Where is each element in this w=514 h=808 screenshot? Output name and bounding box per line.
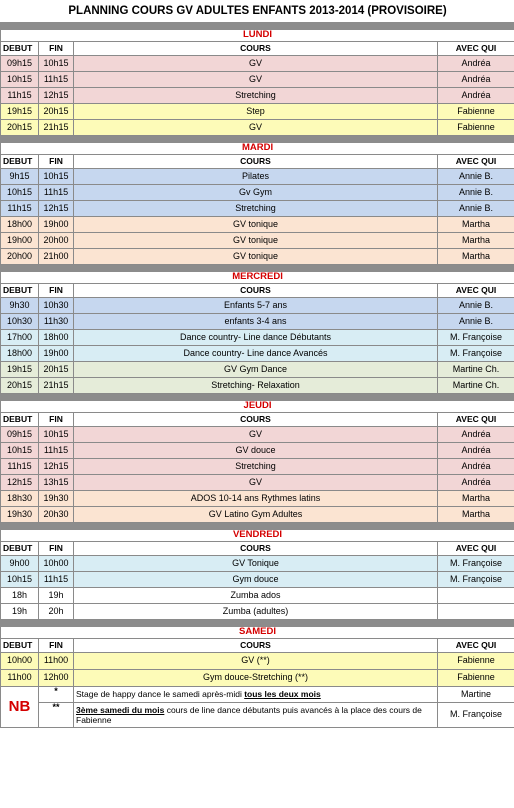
header-fin: FIN bbox=[39, 542, 74, 556]
header-avec-qui: AVEC QUI bbox=[438, 155, 514, 169]
separator-bar bbox=[1, 265, 514, 272]
instructor: Fabienne bbox=[438, 104, 514, 120]
start-time: 12h15 bbox=[1, 475, 39, 491]
header-debut: DEBUT bbox=[1, 155, 39, 169]
end-time: 20h00 bbox=[39, 233, 74, 249]
note-row bbox=[1, 703, 514, 728]
table-row bbox=[1, 604, 514, 620]
header-fin: FIN bbox=[39, 413, 74, 427]
day-title-mercredi: MERCREDI bbox=[1, 272, 514, 284]
start-time: 19h00 bbox=[1, 233, 39, 249]
instructor: Annie B. bbox=[438, 314, 514, 330]
separator-bar bbox=[1, 23, 514, 30]
day-row-jeudi bbox=[1, 401, 514, 413]
day-row-mercredi bbox=[1, 272, 514, 284]
start-time: 18h bbox=[1, 588, 39, 604]
end-time: 20h15 bbox=[39, 362, 74, 378]
table-row bbox=[1, 556, 514, 572]
start-time: 11h15 bbox=[1, 88, 39, 104]
table-row bbox=[1, 475, 514, 491]
course-name: GV bbox=[74, 427, 438, 443]
table-row bbox=[1, 653, 514, 670]
course-name: Step bbox=[74, 104, 438, 120]
course-name: Stretching bbox=[74, 88, 438, 104]
table-row bbox=[1, 201, 514, 217]
header-cours: COURS bbox=[74, 542, 438, 556]
end-time: 21h15 bbox=[39, 120, 74, 136]
header-row bbox=[1, 542, 514, 556]
end-time: 10h00 bbox=[39, 556, 74, 572]
start-time: 18h30 bbox=[1, 491, 39, 507]
table-row bbox=[1, 443, 514, 459]
table-row bbox=[1, 88, 514, 104]
table-row bbox=[1, 298, 514, 314]
start-time: 18h00 bbox=[1, 217, 39, 233]
header-debut: DEBUT bbox=[1, 42, 39, 56]
header-cours: COURS bbox=[74, 639, 438, 653]
header-cours: COURS bbox=[74, 155, 438, 169]
start-time: 09h15 bbox=[1, 56, 39, 72]
course-name: Stretching- Relaxation bbox=[74, 378, 438, 394]
table-row bbox=[1, 378, 514, 394]
note-text bbox=[74, 703, 438, 728]
instructor: Fabienne bbox=[438, 653, 514, 670]
start-time: 10h15 bbox=[1, 572, 39, 588]
section-separator bbox=[1, 394, 514, 401]
start-time: 11h15 bbox=[1, 201, 39, 217]
table-row bbox=[1, 330, 514, 346]
header-row bbox=[1, 413, 514, 427]
table-row bbox=[1, 120, 514, 136]
header-fin: FIN bbox=[39, 639, 74, 653]
start-time: 11h15 bbox=[1, 459, 39, 475]
section-separator bbox=[1, 523, 514, 530]
section-separator bbox=[1, 265, 514, 272]
start-time: 10h15 bbox=[1, 72, 39, 88]
day-title-mardi: MARDI bbox=[1, 143, 514, 155]
instructor: Andréa bbox=[438, 88, 514, 104]
end-time: 12h15 bbox=[39, 88, 74, 104]
start-time: 09h15 bbox=[1, 427, 39, 443]
course-name: GV (**) bbox=[74, 653, 438, 670]
header-avec-qui: AVEC QUI bbox=[438, 42, 514, 56]
instructor: M. Françoise bbox=[438, 346, 514, 362]
header-avec-qui: AVEC QUI bbox=[438, 542, 514, 556]
start-time: 10h30 bbox=[1, 314, 39, 330]
instructor: Martha bbox=[438, 507, 514, 523]
course-name: Dance country- Line dance Débutants bbox=[74, 330, 438, 346]
instructor: Andréa bbox=[438, 459, 514, 475]
start-time: 11h00 bbox=[1, 670, 39, 687]
note-row bbox=[1, 687, 514, 703]
header-row bbox=[1, 639, 514, 653]
header-cours: COURS bbox=[74, 284, 438, 298]
end-time: 19h00 bbox=[39, 217, 74, 233]
end-time: 10h30 bbox=[39, 298, 74, 314]
end-time: 12h15 bbox=[39, 459, 74, 475]
instructor: Martha bbox=[438, 249, 514, 265]
course-name: Stretching bbox=[74, 201, 438, 217]
end-time: 11h15 bbox=[39, 185, 74, 201]
separator-bar bbox=[1, 394, 514, 401]
end-time: 12h15 bbox=[39, 201, 74, 217]
note-instructor: Martine bbox=[438, 687, 514, 703]
course-name: Pilates bbox=[74, 169, 438, 185]
instructor: Andréa bbox=[438, 72, 514, 88]
table-row bbox=[1, 427, 514, 443]
day-row-samedi bbox=[1, 627, 514, 639]
start-time: 17h00 bbox=[1, 330, 39, 346]
end-time: 19h30 bbox=[39, 491, 74, 507]
end-time: 18h00 bbox=[39, 330, 74, 346]
table-row bbox=[1, 346, 514, 362]
start-time: 9h00 bbox=[1, 556, 39, 572]
end-time: 20h15 bbox=[39, 104, 74, 120]
end-time: 13h15 bbox=[39, 475, 74, 491]
start-time: 10h15 bbox=[1, 443, 39, 459]
instructor: M. Françoise bbox=[438, 556, 514, 572]
course-name: GV tonique bbox=[74, 217, 438, 233]
instructor: Andréa bbox=[438, 443, 514, 459]
course-name: GV tonique bbox=[74, 233, 438, 249]
end-time: 11h30 bbox=[39, 314, 74, 330]
end-time: 10h15 bbox=[39, 169, 74, 185]
course-name: ADOS 10-14 ans Rythmes latins bbox=[74, 491, 438, 507]
instructor: Annie B. bbox=[438, 169, 514, 185]
table-row bbox=[1, 588, 514, 604]
header-fin: FIN bbox=[39, 284, 74, 298]
course-name: Dance country- Line dance Avancés bbox=[74, 346, 438, 362]
table-row bbox=[1, 169, 514, 185]
header-debut: DEBUT bbox=[1, 639, 39, 653]
instructor: Martine Ch. bbox=[438, 378, 514, 394]
end-time: 10h15 bbox=[39, 427, 74, 443]
day-title-lundi: LUNDI bbox=[1, 30, 514, 42]
day-row-lundi bbox=[1, 30, 514, 42]
end-time: 11h15 bbox=[39, 443, 74, 459]
day-row-vendredi bbox=[1, 530, 514, 542]
course-name: Gym douce bbox=[74, 572, 438, 588]
note-text-start: Stage de happy dance le samedi après-midi bbox=[76, 689, 245, 700]
header-fin: FIN bbox=[39, 155, 74, 169]
header-cours: COURS bbox=[74, 413, 438, 427]
start-time: 19h30 bbox=[1, 507, 39, 523]
day-title-samedi: SAMEDI bbox=[1, 627, 514, 639]
start-time: 20h15 bbox=[1, 378, 39, 394]
start-time: 20h15 bbox=[1, 120, 39, 136]
header-row bbox=[1, 155, 514, 169]
section-separator bbox=[1, 23, 514, 30]
start-time: 10h15 bbox=[1, 185, 39, 201]
header-avec-qui: AVEC QUI bbox=[438, 284, 514, 298]
course-name: GV Tonique bbox=[74, 556, 438, 572]
instructor: Annie B. bbox=[438, 298, 514, 314]
instructor: Martha bbox=[438, 233, 514, 249]
table-row bbox=[1, 459, 514, 475]
table-row bbox=[1, 572, 514, 588]
end-time: 11h00 bbox=[39, 653, 74, 670]
course-name: GV bbox=[74, 475, 438, 491]
end-time: 19h00 bbox=[39, 346, 74, 362]
instructor: M. Françoise bbox=[438, 572, 514, 588]
start-time: 19h15 bbox=[1, 104, 39, 120]
course-name: Gv Gym bbox=[74, 185, 438, 201]
start-time: 9h15 bbox=[1, 169, 39, 185]
header-row bbox=[1, 284, 514, 298]
table-row bbox=[1, 104, 514, 120]
course-name: GV bbox=[74, 56, 438, 72]
end-time: 21h00 bbox=[39, 249, 74, 265]
note-text-end: cours de line dance débutants puis avancés à la place des cours de Fabienne bbox=[76, 704, 422, 725]
instructor: Andréa bbox=[438, 475, 514, 491]
note-text-emphasis: 3ème samedi du mois bbox=[76, 704, 165, 715]
start-time: 19h15 bbox=[1, 362, 39, 378]
table-row bbox=[1, 217, 514, 233]
header-row bbox=[1, 42, 514, 56]
separator-bar bbox=[1, 620, 514, 627]
table-row bbox=[1, 233, 514, 249]
end-time: 11h15 bbox=[39, 572, 74, 588]
instructor: Annie B. bbox=[438, 201, 514, 217]
start-time: 10h00 bbox=[1, 653, 39, 670]
header-avec-qui: AVEC QUI bbox=[438, 413, 514, 427]
end-time: 20h30 bbox=[39, 507, 74, 523]
separator-bar bbox=[1, 523, 514, 530]
day-title-vendredi: VENDREDI bbox=[1, 530, 514, 542]
table-row bbox=[1, 249, 514, 265]
section-separator bbox=[1, 136, 514, 143]
end-time: 10h15 bbox=[39, 56, 74, 72]
table-row bbox=[1, 491, 514, 507]
table-row bbox=[1, 670, 514, 687]
end-time: 11h15 bbox=[39, 72, 74, 88]
start-time: 20h00 bbox=[1, 249, 39, 265]
instructor: Annie B. bbox=[438, 185, 514, 201]
instructor: M. Françoise bbox=[438, 330, 514, 346]
course-name: enfants 3-4 ans bbox=[74, 314, 438, 330]
header-avec-qui: AVEC QUI bbox=[438, 639, 514, 653]
instructor: Fabienne bbox=[438, 120, 514, 136]
end-time: 20h bbox=[39, 604, 74, 620]
table-row bbox=[1, 314, 514, 330]
header-cours: COURS bbox=[74, 42, 438, 56]
instructor bbox=[438, 604, 514, 620]
table-row bbox=[1, 362, 514, 378]
end-time: 12h00 bbox=[39, 670, 74, 687]
instructor: Martha bbox=[438, 491, 514, 507]
course-name: GV tonique bbox=[74, 249, 438, 265]
header-debut: DEBUT bbox=[1, 413, 39, 427]
table-row bbox=[1, 72, 514, 88]
course-name: Gym douce-Stretching (**) bbox=[74, 670, 438, 687]
instructor: Fabienne bbox=[438, 670, 514, 687]
course-name: GV Latino Gym Adultes bbox=[74, 507, 438, 523]
start-time: 18h00 bbox=[1, 346, 39, 362]
instructor bbox=[438, 588, 514, 604]
separator-bar bbox=[1, 136, 514, 143]
note-marker: * bbox=[39, 687, 74, 703]
header-debut: DEBUT bbox=[1, 542, 39, 556]
day-row-mardi bbox=[1, 143, 514, 155]
instructor: Martine Ch. bbox=[438, 362, 514, 378]
header-debut: DEBUT bbox=[1, 284, 39, 298]
section-separator bbox=[1, 620, 514, 627]
table-row bbox=[1, 185, 514, 201]
start-time: 9h30 bbox=[1, 298, 39, 314]
course-name: Zumba ados bbox=[74, 588, 438, 604]
course-name: GV douce bbox=[74, 443, 438, 459]
note-marker: ** bbox=[39, 703, 74, 728]
instructor: Andréa bbox=[438, 56, 514, 72]
title-row bbox=[1, 0, 514, 23]
course-name: Stretching bbox=[74, 459, 438, 475]
table-row bbox=[1, 56, 514, 72]
note-instructor: M. Françoise bbox=[438, 703, 514, 728]
course-name: GV bbox=[74, 120, 438, 136]
course-name: GV bbox=[74, 72, 438, 88]
instructor: Martha bbox=[438, 217, 514, 233]
course-name: Zumba (adultes) bbox=[74, 604, 438, 620]
nb-label: NB bbox=[1, 687, 39, 728]
page-title: PLANNING COURS GV ADULTES ENFANTS 2013-2014 (PROVISOIRE) bbox=[68, 4, 447, 17]
course-name: Enfants 5-7 ans bbox=[74, 298, 438, 314]
start-time: 19h bbox=[1, 604, 39, 620]
end-time: 21h15 bbox=[39, 378, 74, 394]
header-fin: FIN bbox=[39, 42, 74, 56]
note-text-emphasis: tous les deux mois bbox=[244, 689, 321, 700]
day-title-jeudi: JEUDI bbox=[1, 401, 514, 413]
end-time: 19h bbox=[39, 588, 74, 604]
note-text bbox=[74, 687, 438, 703]
table-row bbox=[1, 507, 514, 523]
instructor: Andréa bbox=[438, 427, 514, 443]
course-name: GV Gym Dance bbox=[74, 362, 438, 378]
